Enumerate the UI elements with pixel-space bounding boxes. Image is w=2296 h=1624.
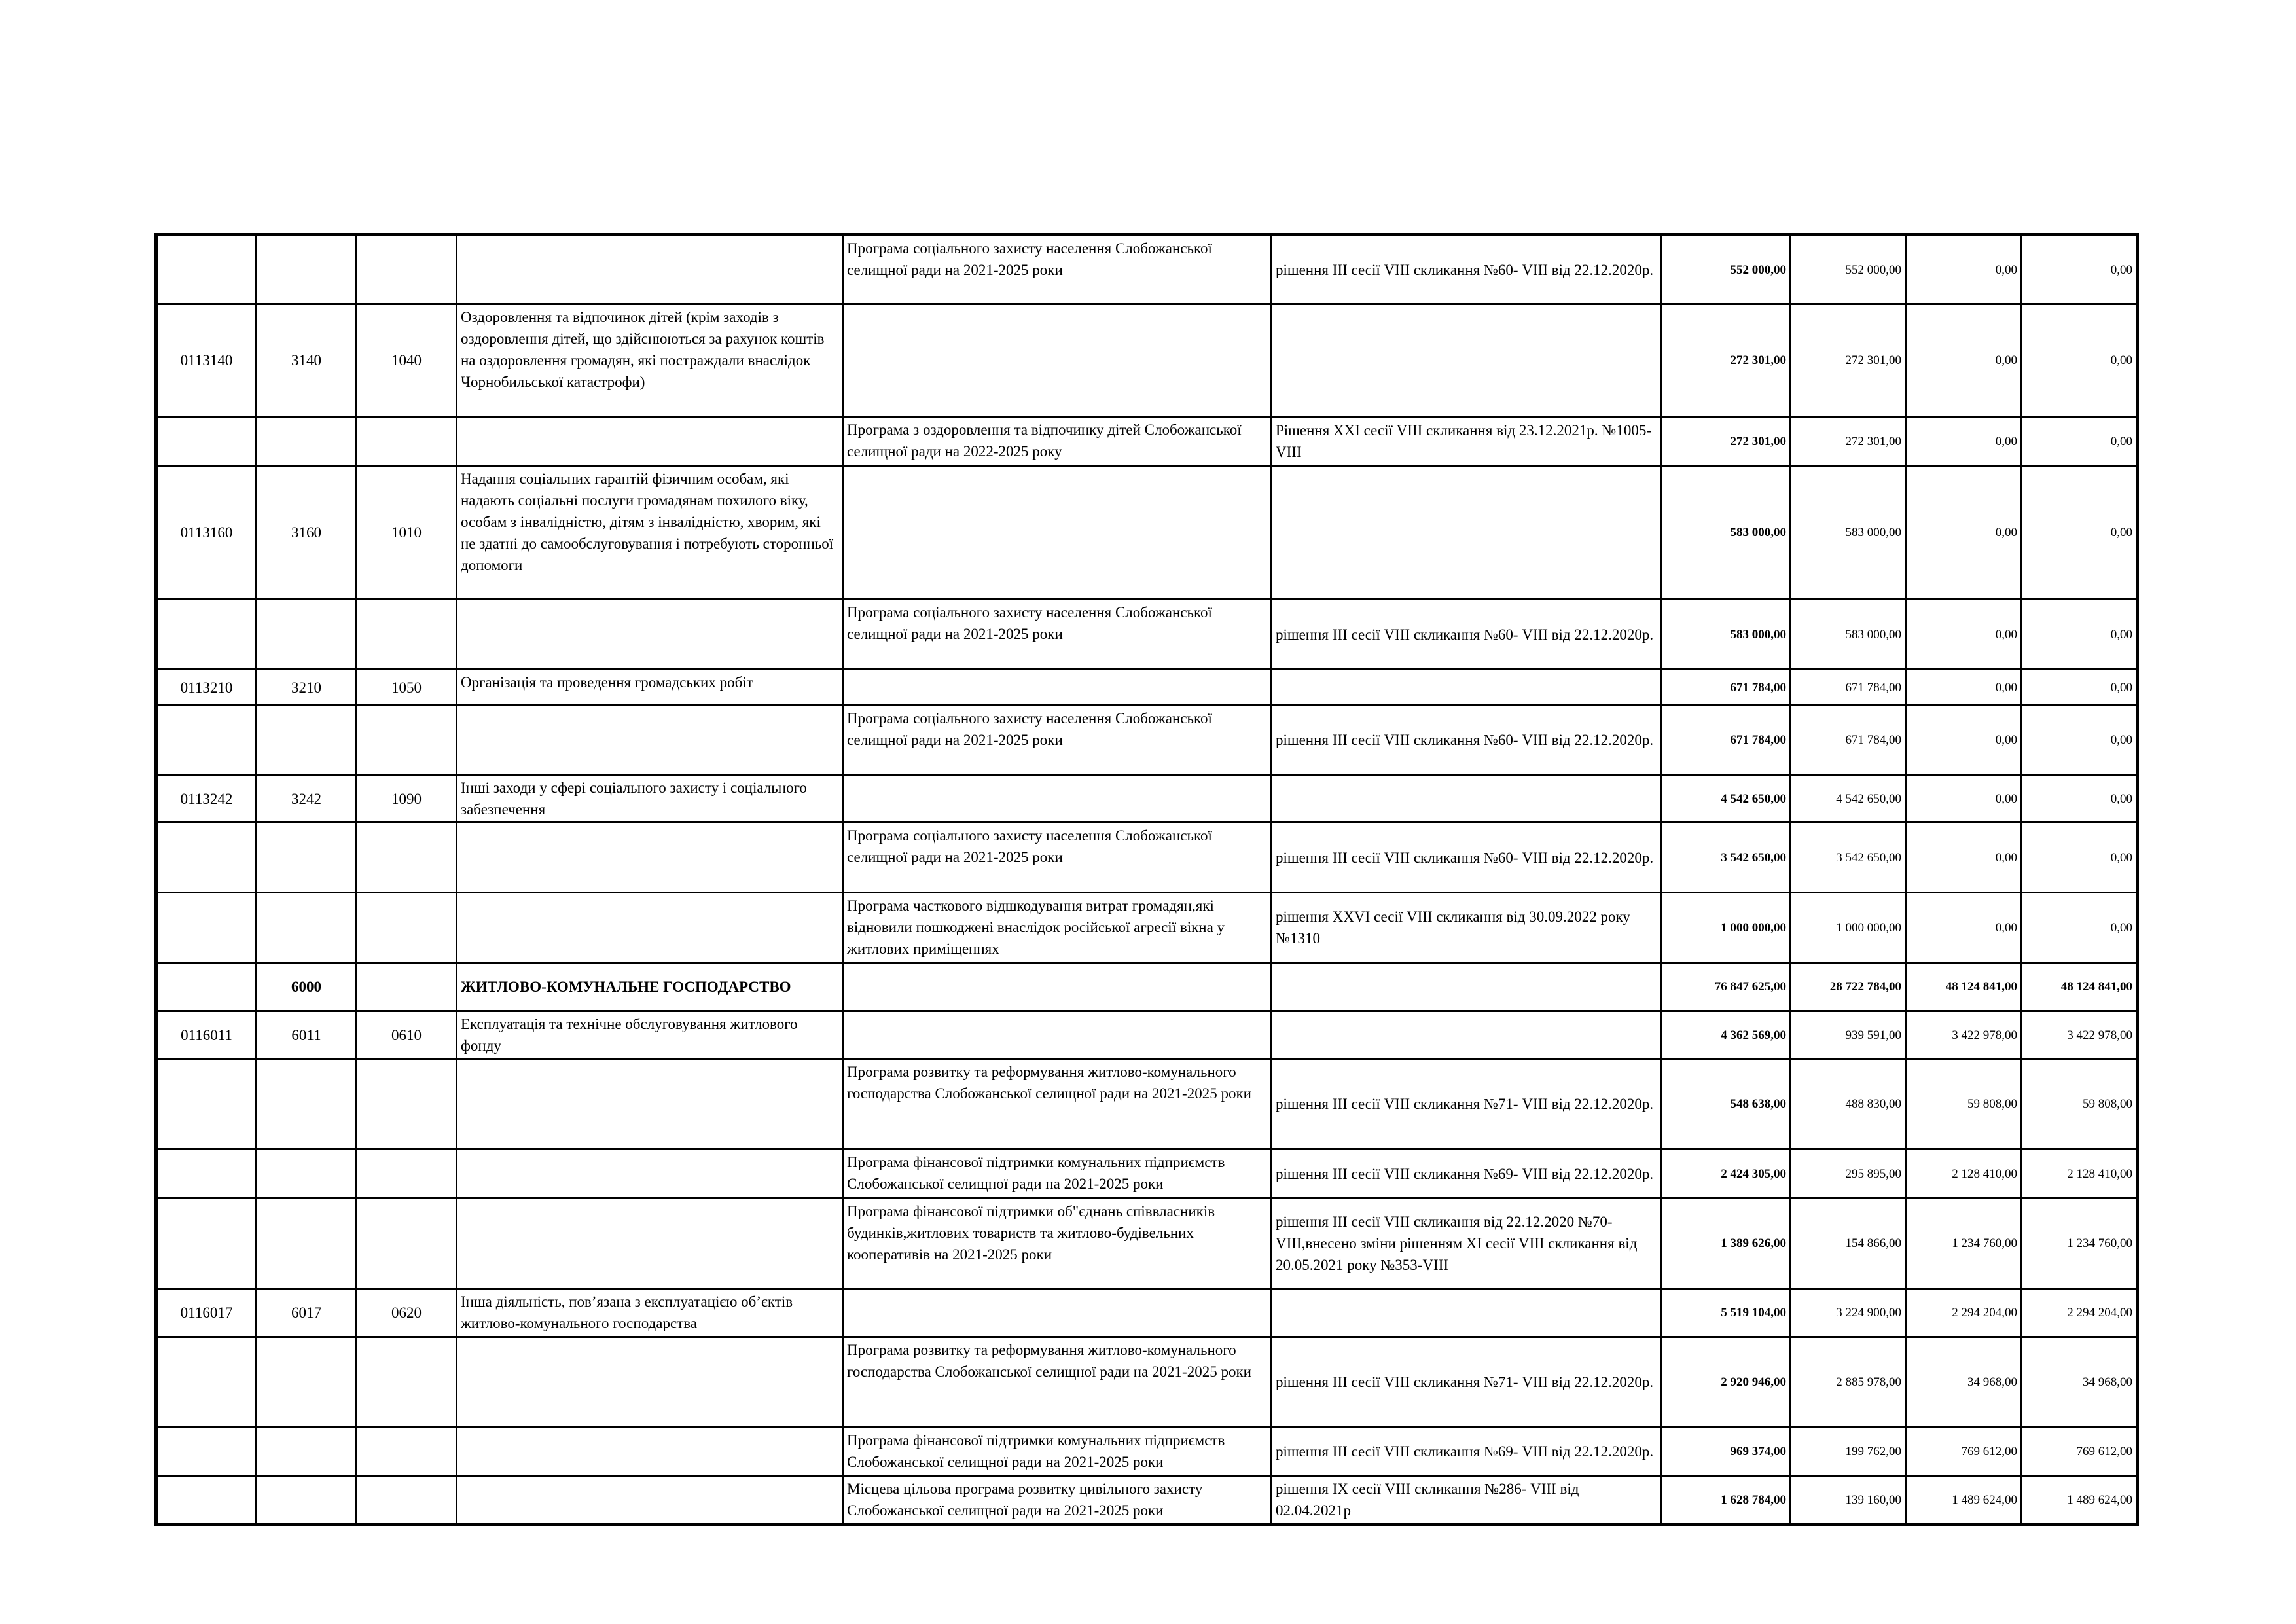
cell-development-budget: 1 234 760,00 (2022, 1199, 2138, 1289)
cell-kfk (257, 1428, 357, 1476)
cell-special-fund: 0,00 (1906, 670, 2022, 706)
cell-kfk (257, 417, 357, 466)
cell-program: Програма соціального захисту населення Слобожанської селищної ради на 2021-2025 роки (843, 235, 1272, 304)
cell-fkv: 0610 (357, 1011, 457, 1059)
cell-name (457, 1476, 843, 1525)
cell-kfk: 6017 (257, 1289, 357, 1337)
cell-kpk (156, 823, 257, 893)
cell-kpk (156, 417, 257, 466)
cell-general-fund: 2 885 978,00 (1791, 1337, 1906, 1428)
cell-kfk (257, 235, 357, 304)
cell-kfk: 3160 (257, 466, 357, 600)
cell-program (843, 670, 1272, 706)
cell-development-budget: 0,00 (2022, 304, 2138, 417)
table-row (156, 706, 2138, 775)
cell-development-budget: 3 422 978,00 (2022, 1011, 2138, 1059)
cell-decision: рішення ІІІ сесії VІІІ скликання №60- VІІІ від 22.12.2020р. (1272, 600, 1662, 670)
cell-decision (1272, 1289, 1662, 1337)
cell-decision: рішення ІІІ сесії VІІІ скликання №60- VІІІ від 22.12.2020р. (1272, 823, 1662, 893)
cell-total: 2 920 946,00 (1662, 1337, 1791, 1428)
cell-general-fund: 671 784,00 (1791, 670, 1906, 706)
cell-general-fund: 3 224 900,00 (1791, 1289, 1906, 1337)
cell-program: Програма розвитку та реформування житлово-комунального господарства Слобожанської селищної ради на 2021-2025 роки (843, 1059, 1272, 1149)
cell-kpk: 0113242 (156, 775, 257, 823)
cell-general-fund: 154 866,00 (1791, 1199, 1906, 1289)
cell-kfk (257, 1059, 357, 1149)
cell-fkv (357, 963, 457, 1011)
cell-fkv (357, 823, 457, 893)
cell-name: Інша діяльність, пов’язана з експлуатацією об’єктів житлово-комунального господарства (457, 1289, 843, 1337)
cell-decision (1272, 670, 1662, 706)
cell-total: 552 000,00 (1662, 235, 1791, 304)
cell-kpk (156, 235, 257, 304)
cell-program: Програма фінансової підтримки комунальних підприємств Слобожанської селищної ради на 2021-2025 роки (843, 1428, 1272, 1476)
cell-fkv: 1010 (357, 466, 457, 600)
cell-kfk: 6000 (257, 963, 357, 1011)
table-row (156, 417, 2138, 466)
table-row (156, 235, 2138, 304)
cell-development-budget: 0,00 (2022, 823, 2138, 893)
cell-total: 583 000,00 (1662, 466, 1791, 600)
cell-name (457, 823, 843, 893)
cell-development-budget: 0,00 (2022, 235, 2138, 304)
cell-decision: рішення ІІІ сесії VІІІ скликання №69- VІІІ від 22.12.2020р. (1272, 1428, 1662, 1476)
cell-fkv (357, 893, 457, 963)
cell-total: 4 542 650,00 (1662, 775, 1791, 823)
cell-decision (1272, 775, 1662, 823)
cell-development-budget: 769 612,00 (2022, 1428, 2138, 1476)
cell-special-fund: 34 968,00 (1906, 1337, 2022, 1428)
cell-name (457, 1337, 843, 1428)
cell-fkv (357, 1337, 457, 1428)
cell-kpk: 0113140 (156, 304, 257, 417)
cell-general-fund: 272 301,00 (1791, 417, 1906, 466)
cell-general-fund: 1 000 000,00 (1791, 893, 1906, 963)
cell-development-budget: 2 294 204,00 (2022, 1289, 2138, 1337)
cell-special-fund: 769 612,00 (1906, 1428, 2022, 1476)
cell-decision: рішення ІІІ сесії VІІІ скликання №71- VІІІ від 22.12.2020р. (1272, 1059, 1662, 1149)
cell-general-fund: 4 542 650,00 (1791, 775, 1906, 823)
cell-decision: Рішення ХХІ сесії VІІІ скликання від 23.12.2021р. №1005-VІІІ (1272, 417, 1662, 466)
cell-special-fund: 0,00 (1906, 823, 2022, 893)
table-row (156, 1289, 2138, 1337)
cell-development-budget: 48 124 841,00 (2022, 963, 2138, 1011)
cell-program: Програма соціального захисту населення Слобожанської селищної ради на 2021-2025 роки (843, 600, 1272, 670)
cell-kfk (257, 1337, 357, 1428)
cell-general-fund: 671 784,00 (1791, 706, 1906, 775)
table-row (156, 670, 2138, 706)
cell-fkv (357, 1199, 457, 1289)
table-row (156, 823, 2138, 893)
cell-general-fund: 199 762,00 (1791, 1428, 1906, 1476)
cell-total: 272 301,00 (1662, 417, 1791, 466)
table-row (156, 1337, 2138, 1428)
cell-name (457, 706, 843, 775)
cell-kfk (257, 600, 357, 670)
cell-name (457, 600, 843, 670)
cell-kfk (257, 1149, 357, 1199)
cell-kfk: 3210 (257, 670, 357, 706)
cell-program (843, 1011, 1272, 1059)
cell-total: 671 784,00 (1662, 706, 1791, 775)
cell-special-fund: 0,00 (1906, 893, 2022, 963)
cell-name (457, 1059, 843, 1149)
cell-kfk (257, 893, 357, 963)
cell-name: Надання соціальних гарантій фізичним особам, які надають соціальні послуги громадянам похилого віку, особам з інвалідністю, дітям з інвалідністю, хворим, які не здатні до самообслуговування і потребують сторонньої допомоги (457, 466, 843, 600)
cell-development-budget: 2 128 410,00 (2022, 1149, 2138, 1199)
cell-decision: рішення ІІІ сесії VІІІ скликання №60- VІІІ від 22.12.2020р. (1272, 235, 1662, 304)
cell-general-fund: 139 160,00 (1791, 1476, 1906, 1525)
cell-special-fund: 3 422 978,00 (1906, 1011, 2022, 1059)
cell-fkv (357, 1149, 457, 1199)
cell-decision (1272, 1011, 1662, 1059)
cell-decision: рішення ІІІ сесії VІІІ скликання №69- VІІІ від 22.12.2020р. (1272, 1149, 1662, 1199)
cell-development-budget: 0,00 (2022, 893, 2138, 963)
cell-special-fund: 0,00 (1906, 235, 2022, 304)
cell-total: 1 000 000,00 (1662, 893, 1791, 963)
cell-name: Інші заходи у сфері соціального захисту і соціального забезпечення (457, 775, 843, 823)
cell-program: Програма соціального захисту населення Слобожанської селищної ради на 2021-2025 роки (843, 823, 1272, 893)
cell-name: Експлуатація та технічне обслуговування житлового фонду (457, 1011, 843, 1059)
cell-decision: рішення ХХVІ сесії VІІІ скликання від 30.09.2022 року №1310 (1272, 893, 1662, 963)
cell-name: ЖИТЛОВО-КОМУНАЛЬНЕ ГОСПОДАРСТВО (457, 963, 843, 1011)
cell-development-budget: 1 489 624,00 (2022, 1476, 2138, 1525)
budget-table (154, 233, 2139, 1526)
cell-total: 2 424 305,00 (1662, 1149, 1791, 1199)
cell-general-fund: 939 591,00 (1791, 1011, 1906, 1059)
cell-fkv (357, 1428, 457, 1476)
cell-kpk: 0113160 (156, 466, 257, 600)
cell-kpk: 0116011 (156, 1011, 257, 1059)
cell-kpk (156, 1337, 257, 1428)
cell-general-fund: 28 722 784,00 (1791, 963, 1906, 1011)
cell-program: Програма з оздоровлення та відпочинку дітей Слобожанської селищної ради на 2022-2025 року (843, 417, 1272, 466)
cell-decision (1272, 466, 1662, 600)
cell-decision: рішення ІІІ сесії VІІІ скликання від 22.12.2020 №70-VІІІ,внесено зміни рішенням ХІ сесії VІІІ скликання від 20.05.2021 року №353-VІІІ (1272, 1199, 1662, 1289)
cell-decision: рішення ІІІ сесії VІІІ скликання №71- VІІІ від 22.12.2020р. (1272, 1337, 1662, 1428)
cell-special-fund: 0,00 (1906, 775, 2022, 823)
cell-total: 548 638,00 (1662, 1059, 1791, 1149)
cell-development-budget: 0,00 (2022, 600, 2138, 670)
cell-total: 5 519 104,00 (1662, 1289, 1791, 1337)
cell-general-fund: 583 000,00 (1791, 466, 1906, 600)
cell-special-fund: 2 128 410,00 (1906, 1149, 2022, 1199)
cell-name (457, 1428, 843, 1476)
cell-special-fund: 48 124 841,00 (1906, 963, 2022, 1011)
cell-kfk (257, 823, 357, 893)
cell-total: 583 000,00 (1662, 600, 1791, 670)
cell-kpk (156, 1428, 257, 1476)
table-row (156, 963, 2138, 1011)
cell-name (457, 893, 843, 963)
table-row (156, 1149, 2138, 1199)
cell-program: Програма фінансової підтримки комунальних підприємств Слобожанської селищної ради на 2021-2025 роки (843, 1149, 1272, 1199)
table-row (156, 893, 2138, 963)
table-row (156, 600, 2138, 670)
cell-general-fund: 552 000,00 (1791, 235, 1906, 304)
cell-name (457, 1149, 843, 1199)
cell-special-fund: 0,00 (1906, 600, 2022, 670)
cell-special-fund: 59 808,00 (1906, 1059, 2022, 1149)
cell-development-budget: 0,00 (2022, 670, 2138, 706)
cell-kpk (156, 893, 257, 963)
cell-program (843, 775, 1272, 823)
table-row (156, 1476, 2138, 1525)
cell-kpk (156, 1476, 257, 1525)
cell-kpk: 0113210 (156, 670, 257, 706)
cell-kpk (156, 963, 257, 1011)
cell-fkv (357, 1476, 457, 1525)
cell-special-fund: 0,00 (1906, 304, 2022, 417)
table-row (156, 1011, 2138, 1059)
cell-total: 969 374,00 (1662, 1428, 1791, 1476)
cell-fkv: 1050 (357, 670, 457, 706)
cell-kpk (156, 1149, 257, 1199)
cell-development-budget: 0,00 (2022, 466, 2138, 600)
cell-general-fund: 3 542 650,00 (1791, 823, 1906, 893)
cell-total: 3 542 650,00 (1662, 823, 1791, 893)
table-row (156, 775, 2138, 823)
cell-kfk: 3140 (257, 304, 357, 417)
cell-program (843, 466, 1272, 600)
cell-total: 76 847 625,00 (1662, 963, 1791, 1011)
table-row (156, 1428, 2138, 1476)
cell-kfk (257, 1476, 357, 1525)
cell-special-fund: 1 234 760,00 (1906, 1199, 2022, 1289)
cell-program (843, 1289, 1272, 1337)
cell-decision: рішення ІІІ сесії VІІІ скликання №60- VІІІ від 22.12.2020р. (1272, 706, 1662, 775)
cell-program: Програма розвитку та реформування житлово-комунального господарства Слобожанської селищної ради на 2021-2025 роки (843, 1337, 1272, 1428)
cell-name (457, 417, 843, 466)
cell-special-fund: 0,00 (1906, 706, 2022, 775)
cell-special-fund: 2 294 204,00 (1906, 1289, 2022, 1337)
cell-program (843, 304, 1272, 417)
cell-development-budget: 59 808,00 (2022, 1059, 2138, 1149)
cell-development-budget: 0,00 (2022, 417, 2138, 466)
cell-program (843, 963, 1272, 1011)
table-row (156, 1199, 2138, 1289)
cell-total: 1 389 626,00 (1662, 1199, 1791, 1289)
cell-general-fund: 272 301,00 (1791, 304, 1906, 417)
cell-special-fund: 0,00 (1906, 417, 2022, 466)
cell-fkv (357, 417, 457, 466)
table-row (156, 466, 2138, 600)
cell-general-fund: 583 000,00 (1791, 600, 1906, 670)
cell-fkv (357, 235, 457, 304)
cell-general-fund: 488 830,00 (1791, 1059, 1906, 1149)
cell-fkv: 0620 (357, 1289, 457, 1337)
cell-decision (1272, 963, 1662, 1011)
cell-total: 671 784,00 (1662, 670, 1791, 706)
cell-name (457, 1199, 843, 1289)
table-row (156, 304, 2138, 417)
cell-program: Програма фінансової підтримки об"єднань співвласників будинків,житлових товариств та житлово-будівельних кооперативів на 2021-2025 роки (843, 1199, 1272, 1289)
cell-fkv (357, 706, 457, 775)
cell-kpk (156, 600, 257, 670)
cell-program: Програма часткового відшкодування витрат громадян,які відновили пошкоджені внаслідок російської агресії вікна у житлових приміщеннях (843, 893, 1272, 963)
cell-fkv: 1090 (357, 775, 457, 823)
cell-fkv (357, 1059, 457, 1149)
cell-kfk: 6011 (257, 1011, 357, 1059)
cell-total: 272 301,00 (1662, 304, 1791, 417)
cell-development-budget: 0,00 (2022, 706, 2138, 775)
cell-development-budget: 0,00 (2022, 775, 2138, 823)
cell-fkv (357, 600, 457, 670)
cell-kpk (156, 1199, 257, 1289)
cell-program: Місцева цільова програма розвитку цивільного захисту Слобожанської селищної ради на 2021-2025 роки (843, 1476, 1272, 1525)
cell-development-budget: 34 968,00 (2022, 1337, 2138, 1428)
cell-general-fund: 295 895,00 (1791, 1149, 1906, 1199)
cell-special-fund: 1 489 624,00 (1906, 1476, 2022, 1525)
cell-kfk (257, 706, 357, 775)
cell-program: Програма соціального захисту населення Слобожанської селищної ради на 2021-2025 роки (843, 706, 1272, 775)
cell-fkv: 1040 (357, 304, 457, 417)
cell-kpk: 0116017 (156, 1289, 257, 1337)
cell-decision (1272, 304, 1662, 417)
cell-name: Оздоровлення та відпочинок дітей (крім заходів з оздоровлення дітей, що здійснюються за рахунок коштів на оздоровлення громадян, які постраждали внаслідок Чорнобильської катастрофи) (457, 304, 843, 417)
cell-total: 4 362 569,00 (1662, 1011, 1791, 1059)
cell-kfk: 3242 (257, 775, 357, 823)
cell-kpk (156, 706, 257, 775)
cell-kfk (257, 1199, 357, 1289)
cell-total: 1 628 784,00 (1662, 1476, 1791, 1525)
cell-name: Організація та проведення громадських робіт (457, 670, 843, 706)
cell-kpk (156, 1059, 257, 1149)
cell-decision: рішення ІХ сесії VІІІ скликання №286- VІІІ від 02.04.2021р (1272, 1476, 1662, 1525)
cell-special-fund: 0,00 (1906, 466, 2022, 600)
table-row (156, 1059, 2138, 1149)
cell-name (457, 235, 843, 304)
